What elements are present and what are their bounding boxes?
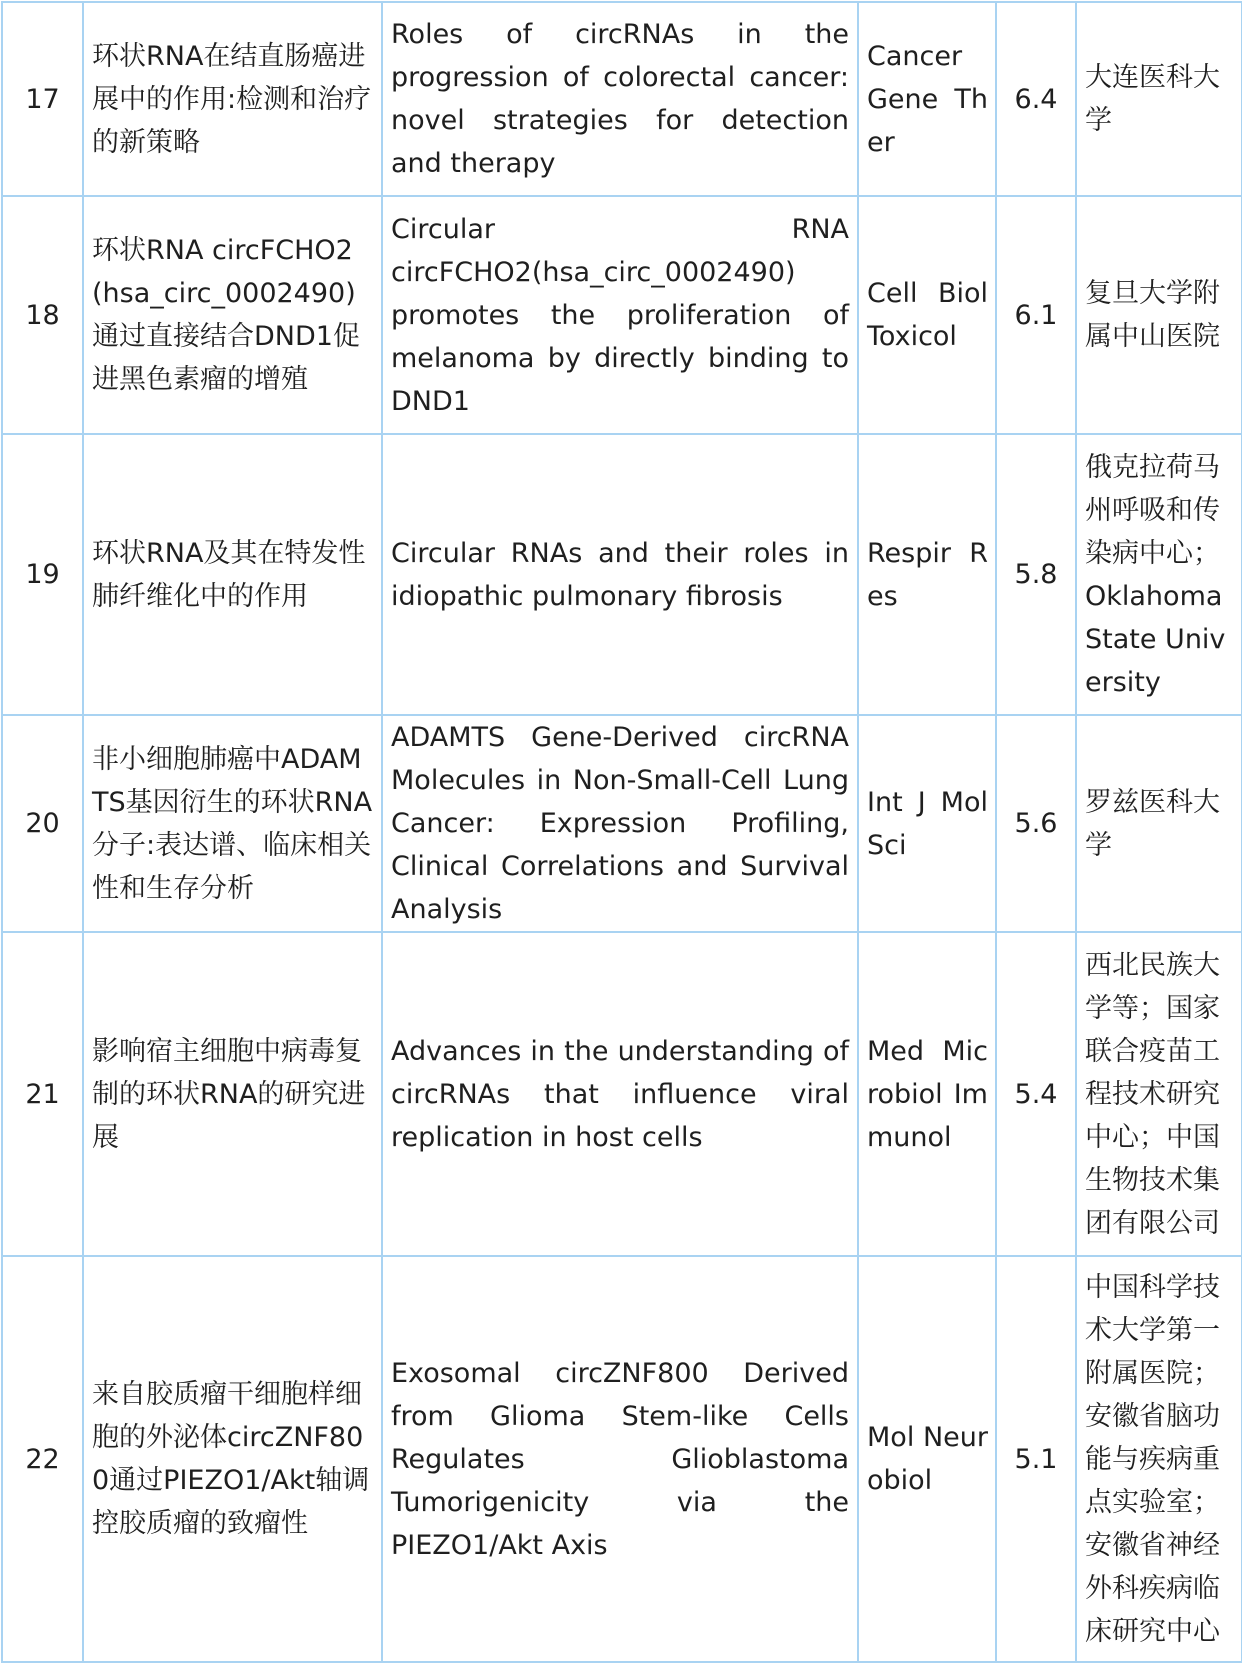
institution: 复旦大学附属中山医院 (1076, 196, 1242, 434)
title-english: ADAMTS Gene-Derived circRNA Molecules in Non-Small-Cell Lung Cancer: Expression Profiling, Clinical Correlations and Survival Analysis (382, 715, 858, 932)
impact-factor: 5.1 (996, 1256, 1076, 1662)
impact-factor: 5.4 (996, 932, 1076, 1256)
title-chinese: 非小细胞肺癌中ADAMTS基因衍生的环状RNA分子:表达谱、临床相关性和生存分析 (83, 715, 382, 932)
title-chinese: 影响宿主细胞中病毒复制的环状RNA的研究进展 (83, 932, 382, 1256)
institution: 罗兹医科大学 (1076, 715, 1242, 932)
journal-name: Int J Mol Sci (858, 715, 996, 932)
title-chinese: 环状RNA在结直肠癌进展中的作用:检测和治疗的新策略 (83, 2, 382, 196)
row-number: 17 (2, 2, 83, 196)
impact-factor: 5.8 (996, 434, 1076, 715)
title-chinese: 环状RNA及其在特发性肺纤维化中的作用 (83, 434, 382, 715)
institution: 中国科学技术大学第一附属医院；安徽省脑功能与疾病重点实验室；安徽省神经外科疾病临床研究中心 (1076, 1256, 1242, 1662)
title-english: Exosomal circZNF800 Derived from Glioma Stem-like Cells Regulates Glioblastoma Tumorigenicity via the PIEZO1/Akt Axis (382, 1256, 858, 1662)
title-chinese: 环状RNA circFCHO2(hsa_circ_0002490)通过直接结合DND1促进黑色素瘤的增殖 (83, 196, 382, 434)
journal-name: Respir Res (858, 434, 996, 715)
row-number: 18 (2, 196, 83, 434)
impact-factor: 6.1 (996, 196, 1076, 434)
institution: 俄克拉荷马州呼吸和传染病中心；Oklahoma State University (1076, 434, 1242, 715)
journal-name: Cell Biol Toxicol (858, 196, 996, 434)
title-english: Circular RNA circFCHO2(hsa_circ_0002490) promotes the proliferation of melanoma by directly binding to DND1 (382, 196, 858, 434)
table-row (2, 1256, 1242, 1662)
title-chinese: 来自胶质瘤干细胞样细胞的外泌体circZNF800通过PIEZO1/Akt轴调控胶质瘤的致瘤性 (83, 1256, 382, 1662)
impact-factor: 5.6 (996, 715, 1076, 932)
table-row (2, 932, 1242, 1256)
institution: 西北民族大学等；国家联合疫苗工程技术研究中心；中国生物技术集团有限公司 (1076, 932, 1242, 1256)
table-row (2, 2, 1242, 196)
paper-table (1, 1, 1242, 1663)
title-english: Advances in the understanding of circRNAs that influence viral replication in host cells (382, 932, 858, 1256)
table-row (2, 715, 1242, 932)
row-number: 19 (2, 434, 83, 715)
table-row (2, 434, 1242, 715)
row-number: 22 (2, 1256, 83, 1662)
table-row (2, 196, 1242, 434)
row-number: 21 (2, 932, 83, 1256)
journal-name: Med Microbiol Immunol (858, 932, 996, 1256)
journal-name: Cancer Gene Ther (858, 2, 996, 196)
journal-name: Mol Neurobiol (858, 1256, 996, 1662)
title-english: Circular RNAs and their roles in idiopathic pulmonary fibrosis (382, 434, 858, 715)
impact-factor: 6.4 (996, 2, 1076, 196)
row-number: 20 (2, 715, 83, 932)
title-english: Roles of circRNAs in the progression of colorectal cancer: novel strategies for detection and therapy (382, 2, 858, 196)
institution: 大连医科大学 (1076, 2, 1242, 196)
